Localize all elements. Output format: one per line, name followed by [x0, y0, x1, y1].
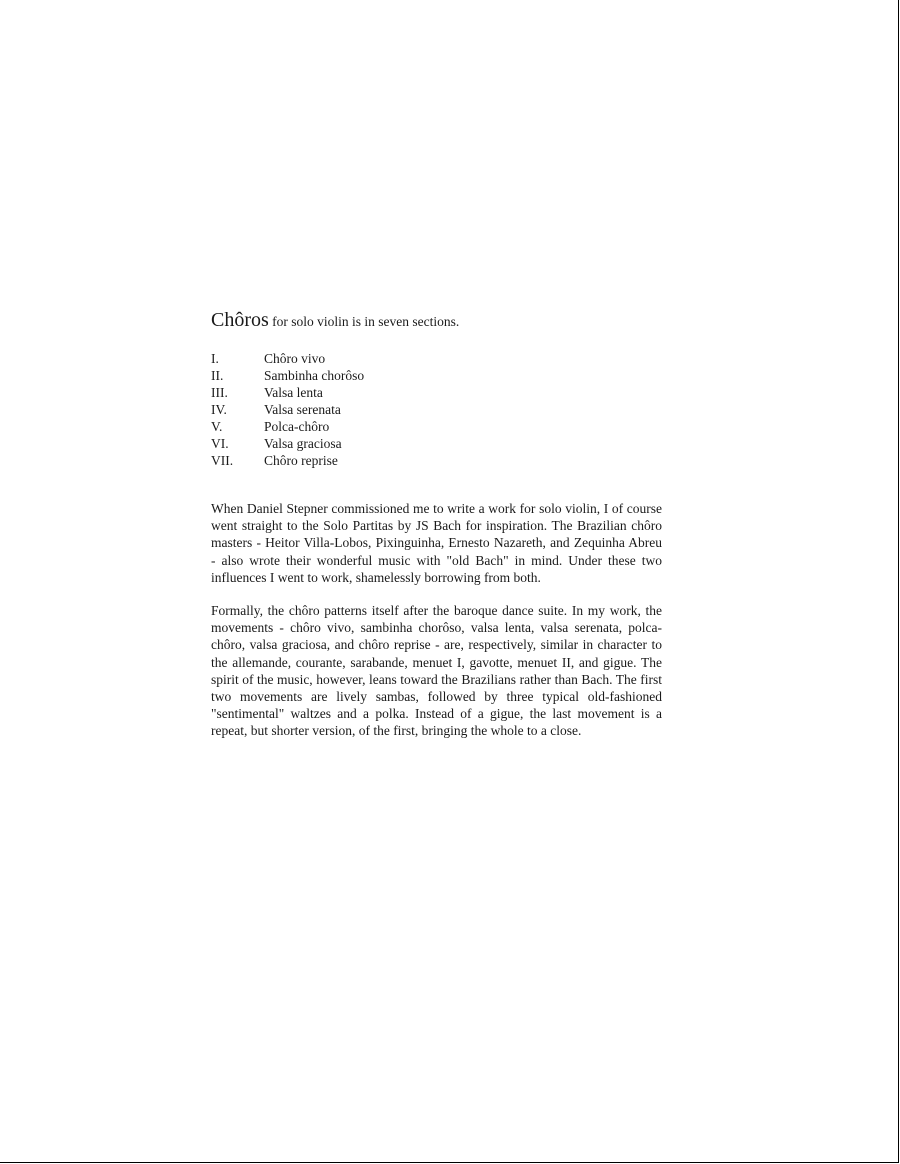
movement-numeral: III.: [211, 385, 228, 400]
movement-item: [211, 350, 662, 367]
movement-numeral: V.: [211, 419, 223, 434]
movement-numeral: I.: [211, 351, 219, 366]
paragraph-commission: When Daniel Stepner commissioned me to write a work for solo violin, I of course went straight to the Solo Partitas by JS Bach for inspiration. The Brazilian chôro masters - Heitor Villa-Lobos, Pixinguinha, Ernesto Nazareth, and Zequinha Abreu - also wrote their wonderful music with "old Bach" in mind. Under these two influences I went to work, shamelessly borrowing from both.: [211, 501, 662, 585]
movement-name: Valsa serenata: [264, 402, 341, 417]
movement-numeral: II.: [211, 368, 224, 383]
movement-item: [211, 367, 662, 384]
movement-name: Sambinha chorôso: [264, 368, 365, 383]
movement-name: Valsa graciosa: [264, 436, 342, 451]
work-title: Chôros: [211, 309, 269, 331]
movement-numeral: VI.: [211, 436, 229, 451]
paragraph-form: Formally, the chôro patterns itself after the baroque dance suite. In my work, the movements - chôro vivo, sambinha chorôso, valsa lenta, valsa serenata, polca-chôro, valsa graciosa, and chôro reprise - are, respectively, similar in character to the allemande, courante, sarabande, menuet I, gavotte, menuet II, and gigue. The spirit of the music, however, leans toward the Brazilians rather than Bach. The first two movements are lively sambas, followed by three typical old-fashioned "sentimental" waltzes and a polka. Instead of a gigue, the last movement is a repeat, but shorter version, of the first, bringing the whole to a close.: [211, 603, 662, 739]
movement-name: Chôro reprise: [264, 453, 338, 468]
movement-numeral: VII.: [211, 453, 234, 468]
movement-list: [211, 350, 662, 469]
movement-item: [211, 435, 662, 452]
movement-item: [211, 401, 662, 418]
movement-numeral: IV.: [211, 402, 227, 417]
movement-name: Chôro vivo: [264, 351, 326, 366]
movement-name: Valsa lenta: [264, 385, 323, 400]
movement-name: Polca-chôro: [264, 419, 330, 434]
work-subtitle: for solo violin is in seven sections.: [268, 314, 460, 329]
movement-item: [211, 452, 662, 469]
page-heading: [211, 306, 662, 336]
movement-item: [211, 384, 662, 401]
movement-item: [211, 418, 662, 435]
program-note: [211, 306, 662, 740]
